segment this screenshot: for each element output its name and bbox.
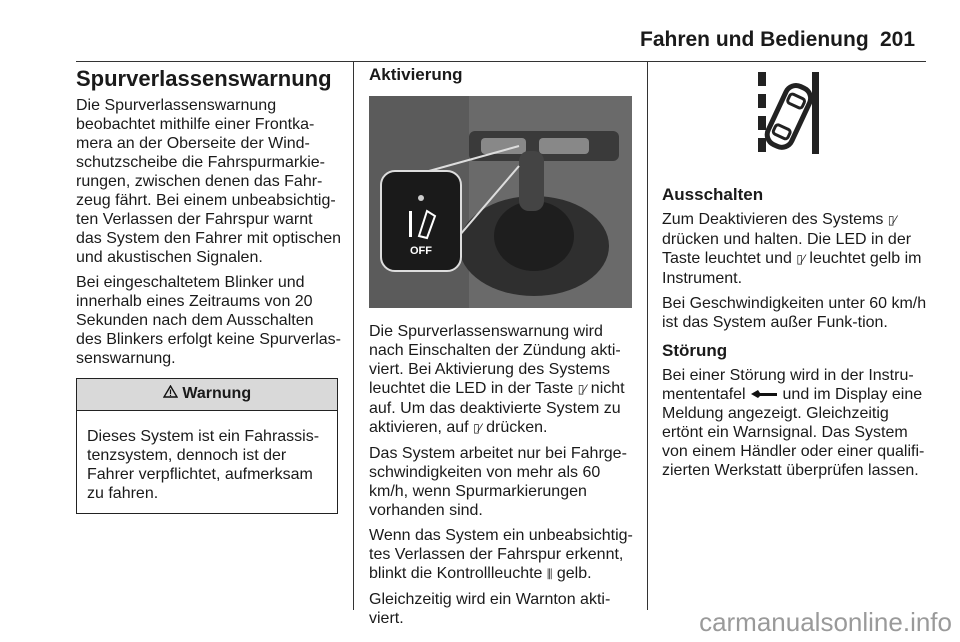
fault-heading: Störung (662, 341, 728, 360)
switch-off-text-1: Zum Deaktivieren des Systems (662, 211, 884, 228)
switch-off-paragraph (662, 210, 927, 288)
blinker-paragraph: Bei eingeschaltetem Blinker und innerhalb eines Zeitraums von 20 Sekunden nach dem Ausschalten des Blinkers erfolgt keine Spurverlas-senswarnung. (76, 274, 342, 367)
lane-departure-icon (662, 64, 925, 172)
lane-button-icon: ▯⁄ (473, 421, 482, 435)
watermark: carmanualsonline.info (699, 607, 952, 637)
warning-title: Warnung (182, 385, 252, 402)
warning-text: Dieses System ist ein Fahrassis-tenzsystem, dennoch ist der Fahrer verpflichtet, aufmerksam zu fahren. (87, 428, 320, 502)
fault-paragraph (662, 366, 927, 480)
fault-text-2: und im Display eine Meldung angezeigt. Gleichzeitig ertönt ein Warnsignal. Das System von einem Händler oder einer qualifi-zierten Werkstatt überprüfen lassen. (662, 386, 925, 479)
page-number: 201 (880, 28, 916, 51)
warning-text-1: Wenn das System ein unbeabsichtig-tes Verlassen der Fahrspur erkennt, blinkt die Kontrollleuchte (369, 527, 633, 582)
column-1 (76, 64, 341, 514)
switch-off-text-3: leuchtet gelb im Instrument. (662, 250, 922, 287)
column-divider-2 (647, 62, 648, 610)
intro-paragraph: Die Spurverlassenswarnung beobachtet mithilfe einer Frontka-mera an der Oberseite der Wind-schutzscheibe die Fahrspurmarkie-rungen, zwischen denen das Fahr-zeug fährt. Bei einem unbeabsichtig-ten Verlassen der Fahrspur warnt das System den Fahrer mit optischen und akustischen Signalen. (76, 97, 342, 266)
activation-heading: Aktivierung (369, 65, 463, 84)
warning-text-2: gelb. (556, 565, 592, 582)
warning-body (77, 411, 337, 513)
activation-text-3: drücken. (486, 419, 548, 436)
activation-paragraph (369, 322, 634, 438)
activation-text-2: nicht auf. Um das deaktivierte System zu aktivieren, auf (369, 380, 625, 436)
off-button-label: OFF (410, 245, 432, 257)
section-heading: Spurverlassenswarnung (76, 66, 332, 91)
column-3 (662, 64, 927, 486)
column-divider-1 (353, 62, 354, 610)
tone-paragraph: Gleichzeitig wird ein Warnton akti-viert. (369, 591, 611, 627)
lane-indicator-icon: ⫼ (546, 567, 553, 581)
switch-off-text-2: drücken und halten. Die LED in der Taste leuchtet und (662, 231, 912, 267)
header-rule (76, 61, 926, 62)
center-console-photo (369, 96, 632, 308)
page-header-title: Fahren und Bedienung (640, 28, 869, 51)
column-2 (369, 64, 634, 634)
warning-triangle-icon (163, 385, 182, 402)
service-vehicle-icon (750, 386, 778, 403)
lane-button-icon: ▯⁄ (887, 213, 897, 227)
switch-off-heading: Ausschalten (662, 185, 764, 204)
warning-box (76, 378, 338, 514)
speed-paragraph: Das System arbeitet nur bei Fahrge-schwindigkeiten von mehr als 60 km/h, wenn Spurmarkierungen vorhanden sind. (369, 445, 627, 519)
activation-text-1: Die Spurverlassenswarnung wird nach Einschalten der Zündung akti-viert. Bei Aktivierung des Systems leuchtet die LED in der Taste (369, 323, 621, 397)
warning-paragraph (369, 526, 634, 584)
fault-text-1: Bei einer Störung wird in der Instru-mententafel (662, 367, 914, 403)
lane-button-icon: ▯⁄ (796, 252, 805, 266)
low-speed-paragraph: Bei Geschwindigkeiten unter 60 km/h ist das System außer Funk-tion. (662, 295, 927, 331)
warning-header (77, 379, 337, 411)
lane-button-icon: ▯⁄ (577, 382, 587, 396)
